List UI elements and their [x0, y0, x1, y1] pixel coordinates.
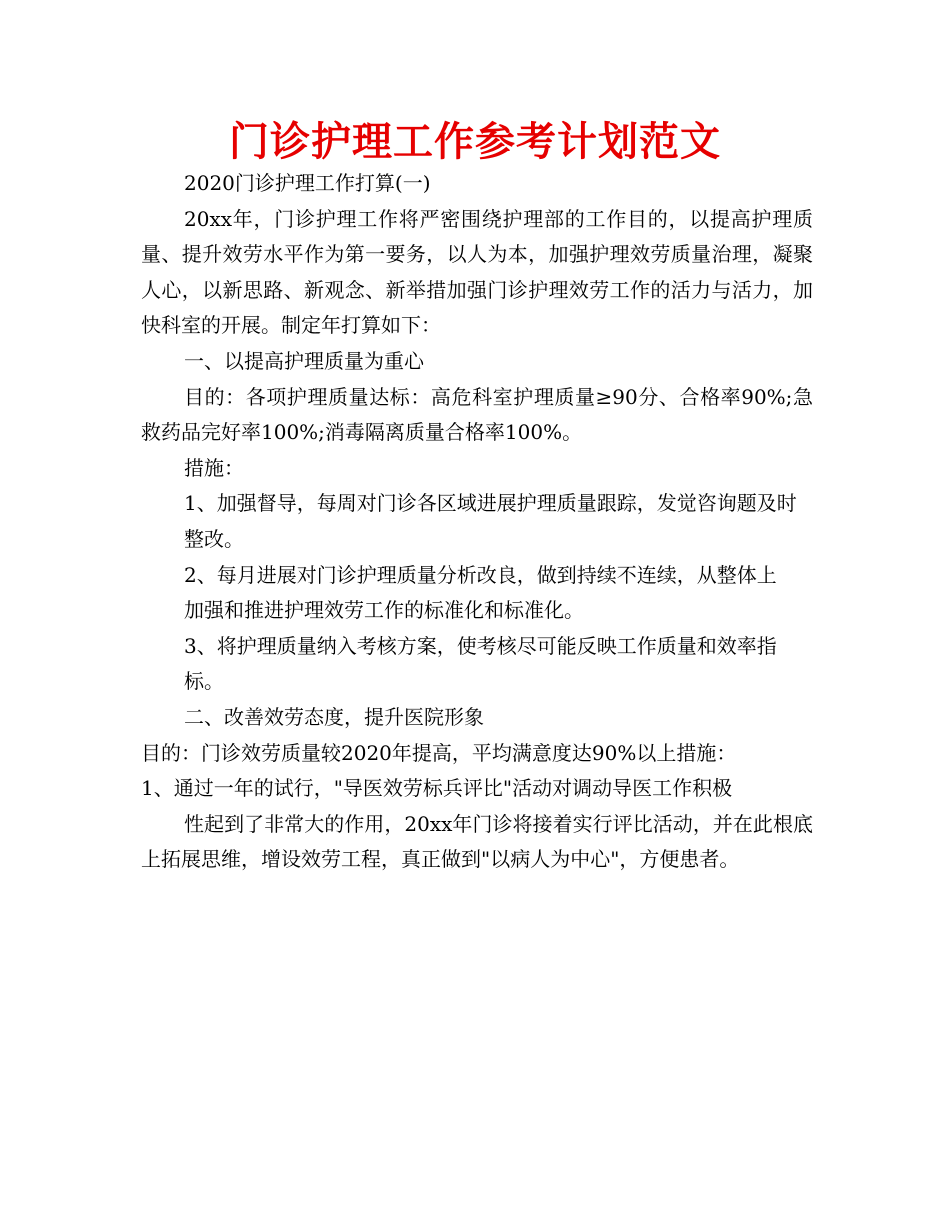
paragraph: 加强和推进护理效劳工作的标准化和标准化。	[184, 598, 584, 623]
document-body	[141, 166, 813, 878]
paragraph: 目的：门诊效劳质量较2020年提高，平均满意度达90%以上措施：	[141, 740, 737, 765]
paragraph: 目的：各项护理质量达标：高危科室护理质量≥90分、合格率90%;急救药品完好率100%;消毒隔离质量合格率100%。	[141, 384, 813, 445]
paragraph: 二、改善效劳态度，提升医院形象	[184, 704, 484, 729]
paragraph: 性起到了非常大的作用，20xx年门诊将接着实行评比活动，并在此根底上拓展思维，增设效劳工程，真正做到"以病人为中心"，方便患者。	[141, 811, 813, 872]
paragraph: 标。	[184, 669, 224, 694]
paragraph: 20xx年，门诊护理工作将严密围绕护理部的工作目的，以提高护理质量、提升效劳水平作为第一要务，以人为本，加强护理效劳质量治理，凝聚人心，以新思路、新观念、新举措加强门诊护理效劳工作的活力与活力，加快科室的开展。制定年打算如下：	[141, 206, 813, 338]
paragraph: 2020门诊护理工作打算(一)	[184, 171, 431, 195]
paragraph: 整改。	[184, 526, 244, 551]
paragraph: 一、以提高护理质量为重心	[184, 348, 424, 373]
paragraph: 3、将护理质量纳入考核方案，使考核尽可能反映工作质量和效率指	[184, 633, 777, 658]
paragraph: 1、通过一年的试行，"导医效劳标兵评比"活动对调动导医工作积极	[141, 776, 733, 801]
document-title: 门诊护理工作参考计划范文	[229, 119, 721, 165]
paragraph: 1、加强督导，每周对门诊各区域进展护理质量跟踪，发觉咨询题及时	[184, 491, 797, 516]
paragraph: 措施：	[184, 455, 244, 480]
paragraph: 2、每月进展对门诊护理质量分析改良，做到持续不连续，从整体上	[184, 562, 777, 587]
